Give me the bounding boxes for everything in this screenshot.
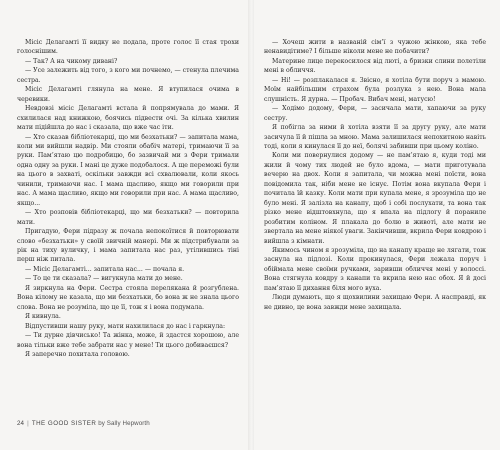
paragraph: Я кивнула. (25, 313, 61, 321)
paragraph: Коли ми повернулися додому — не пам’ятаю я, куди тоді ми жили й чому тих людей не було вдома, — мати приготувала вечерю на двох. Коли я запитала, чи можна мені поїсти, вона повідомила так, ніби мене не існує. Потім вона вкупала Фери і почитала їй казку. Коли мати при купала мене, я зрозуміла що не було мені. Я залізла на канапу, щоб і собі послухати, та вона так різко мене відштовхнула, що я впала на підлогу й пораниле розбитим коліном. Я плакала до болю в животі, але мати не звертала на мене ніякої уваги. Закінчивши, вкрила Фери ковдрою і вийшла з кімнати. (264, 152, 486, 245)
paragraph: — То це ти сказала? — вигукнула мати до мене. (25, 275, 183, 283)
left-page (17, 38, 239, 359)
paragraph: — Ходімо додому, Фери, — засичала мати, хапаючи за руку сестру. (264, 105, 486, 122)
paragraph: Я зиркнула на Фери. Сестра стояла перелякана й розгублена. Вона кілому не казала, що ми безхатьки, бо вона ж не знала цього слова. Вона не розуміла, що це її, тож я і вона подумала. (17, 284, 239, 311)
paragraph: — Місіс Делагамті... запитала нас... — почала я. (25, 265, 185, 273)
footer-separator: | (27, 420, 29, 427)
paragraph: — Ні! — розплакалася я. Звісно, я хотіла бути поруч з мамою. Моїм найбільшим страхом була розлука з нею. Вона мала слушність. Я дурна. — Пробач. Вибач мені, матусю! (264, 76, 486, 103)
book-title: THE GOOD SISTER (31, 420, 97, 427)
right-page (264, 38, 486, 312)
paragraph: — Усе залежить від того, з кого ми почнемо, — стенула плечима сестра. (17, 67, 239, 84)
paragraph: Відпустивши нашу руку, мати нахилилася до нас і гаркнула: (25, 322, 226, 330)
paragraph: Місіс Делагамті глянула на мене. Я втупилася очима в черевики. (17, 86, 239, 103)
paragraph: Я заперечно похитала головою. (25, 350, 130, 358)
paragraph: Я побігла за ними й хотіла взяти її за другу руку, але мати засичула її й пішла за мною. Мама залишилася непохитною навіть тоді, коли я кинулася її до неї, болячі забивши при цьому коліно. (264, 124, 486, 150)
author-credit: by Sally Hepworth (98, 420, 150, 427)
paragraph: Невдовзі місіс Делагамті встала й попрямувала до мами. Я схилилася над книжкою, боячись підвести очі. За кілька хвилин мати підійшла до нас і сказала, що вже час іти. (17, 105, 239, 132)
paragraph: — Ти дурне дівчисько! Та жінка, може, й здастся хорошою, але вона тільки вже тебе забрати нас у мене! Ти цього добиваєшся? (17, 332, 239, 349)
paragraph: Місіс Делагамті її видку не подала, проте голос її стая трохи голоснішим. (17, 39, 239, 56)
paragraph: Материне лице перекосилося від люті, а бризки слини полетіли мені в обличчя. (264, 57, 486, 75)
paragraph: — Хочеш жити в названій сім’ї з чужою жінкою, яка тебе ненавидітиме? І більше ніколи мене не побачити? (264, 39, 486, 56)
paragraph: — Хто розповів бібліотекарці, що ми безхатьки? — повторила мати. (17, 209, 239, 226)
paragraph: Люди думають, що я щохвилини захищаю Фери. А насправді, як не дивно, це вона завжди мене захищала. (264, 294, 486, 311)
paragraph: Пригадую, Фери підразу ж почала непокоїтися й повторювати слово «безхатьки» у своїй звичній манері. Ми ж підстрибували за рік на тиху вуличку, і мама запитала нас раз, утілившись тіні перш ніж питала. (17, 228, 239, 264)
paragraph: — Хто сказав бібліотекарці, що ми безхатьки? — запитала мама, коли ми вийшли надвір. Ми стояли обабіч матері, тримаючи її за руки. Пам’ятаю цю подробицю, бо зазвичай ми з Фери тримали одна одну за руки. І мані це дуже подобалося. А ще переможі були на цього в захваті, оскільки завжди всі схвалювали, коли якось чинили, тримаючи нас. І мама щасливо, якщо ми говорили при нас. А мама щасливо, якщо ми говорили при нас. А мама щасливо, якщо... (17, 133, 239, 207)
paragraph: Якимось чином я зрозуміла, що на канапу краще не лягати, тож заснула на підлозі. Коли прокинулася, Фери лежала поруч і обіймала мене своїми ручками, заривши обличчя мені у волоссі. Вона стягнула ковдру з канапи та вкрила нею нас обох. Я й досі пам’ятаю її дихання біля мого вуха. (264, 246, 486, 292)
page-gutter (248, 0, 254, 450)
paragraph: — Так? А на чикому дивані? (25, 57, 118, 65)
page-number: 24 (17, 420, 25, 427)
page-footer (17, 420, 150, 427)
